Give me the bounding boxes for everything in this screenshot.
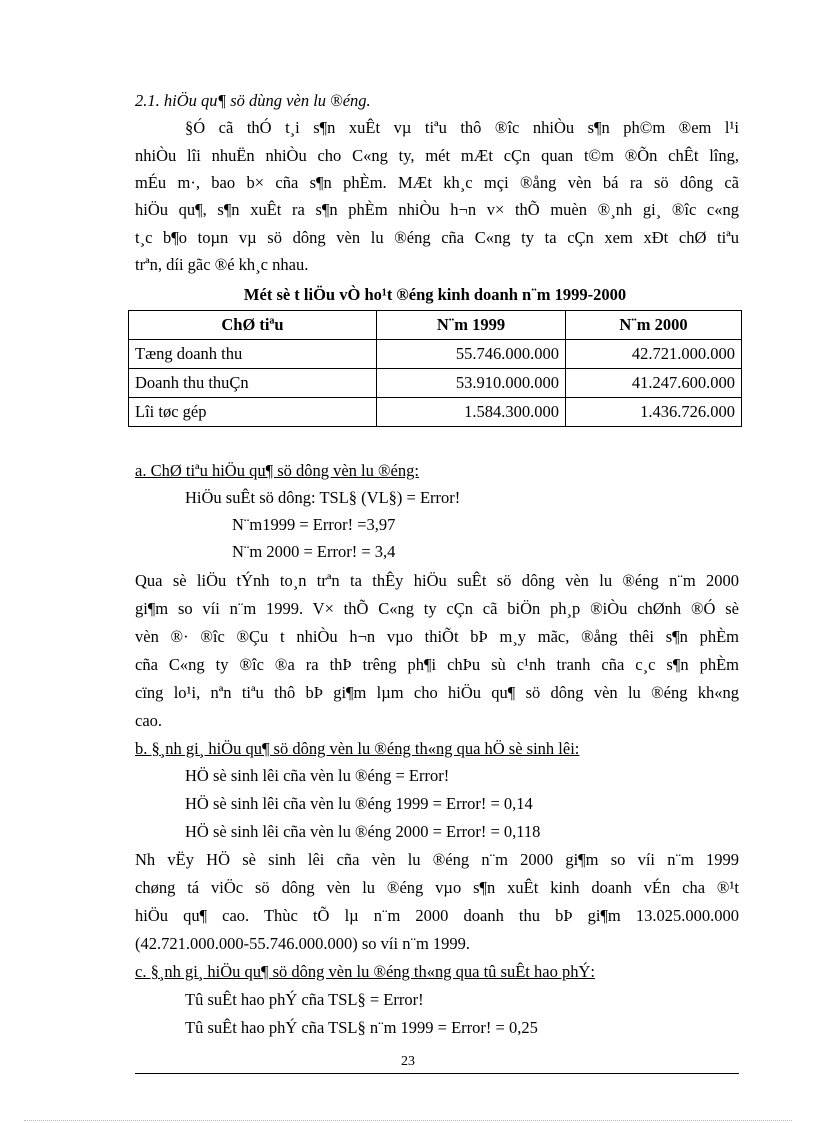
section-a-analysis-line: vèn ®· ®îc ®Çu t nhiÒu h¬n vµo thiÕt bÞ m¸y mãc, ®ång thêi s¶n phÈm	[135, 627, 739, 646]
section-b-analysis-line: (42.721.000.000-55.746.000.000) so víi n¨m 1999.	[135, 934, 471, 953]
table-cell: 41.247.600.000	[566, 369, 742, 398]
section-a-year-1999: N¨m1999 = Error! =3,97	[232, 515, 396, 534]
section-b-analysis-line: hiÖu qu¶ cao. Thùc tÕ lµ n¨m 2000 doanh thu bÞ gi¶m 13.025.000.000	[135, 906, 739, 925]
section-b-year-2000: HÖ sè sinh lêi cña vèn lu ®éng 2000 = Error! = 0,118	[185, 822, 541, 841]
table-cell: 53.910.000.000	[377, 369, 566, 398]
table-cell: Lîi tøc gép	[129, 398, 377, 427]
section-b-formula: HÖ sè sinh lêi cña vèn lu ®éng = Error!	[185, 766, 450, 785]
section-a-analysis-line: gi¶m so víi n¨m 1999. V× thÕ C«ng ty cÇn cã biÖn ph¸p ®iÒu chØnh ®Ó sè	[135, 599, 739, 618]
section-b-year-1999: HÖ sè sinh lêi cña vèn lu ®éng 1999 = Error! = 0,14	[185, 794, 533, 813]
table-cell: 55.746.000.000	[377, 340, 566, 369]
table-row	[129, 369, 742, 398]
section-c-year-1999: Tû suÊt hao phÝ cña TSL§ n¨m 1999 = Error! = 0,25	[185, 1018, 538, 1037]
table-header-cell: ChØ tiªu	[129, 311, 377, 340]
section-a-analysis-line: cña C«ng ty ®îc ®a ra thÞ trêng ph¶i chÞu sù c¹nh tranh cña c¸c s¶n phÈm	[135, 655, 739, 674]
intro-line: hiÖu qu¶, s¶n xuÊt ra s¶n phÈm nhiÒu h¬n v× thÕ muèn ®¸nh gi¸ ®îc c«ng	[135, 200, 739, 219]
footer-divider	[135, 1073, 739, 1074]
data-table	[128, 310, 742, 427]
section-heading: 2.1. hiÖu qu¶ sö dùng vèn lu ®éng.	[135, 91, 371, 110]
section-a-heading: a. ChØ tiªu hiÖu qu¶ sö dông vèn lu ®éng:	[135, 461, 419, 480]
table-cell: Tæng doanh thu	[129, 340, 377, 369]
table-title: Mét sè t liÖu vÒ ho¹t ®éng kinh doanh n¨m 1999-2000	[243, 285, 627, 304]
table-header-cell: N¨m 1999	[377, 311, 566, 340]
page-number: 23	[401, 1054, 415, 1069]
section-b-heading: b. §¸nh gi¸ hiÖu qu¶ sö dông vèn lu ®éng th«ng qua hÖ sè sinh lêi:	[135, 739, 580, 758]
table-cell: 42.721.000.000	[566, 340, 742, 369]
section-a-formula: HiÖu suÊt sö dông: TSL§ (VL§) = Error!	[185, 488, 461, 507]
intro-line: trªn, díi gãc ®é kh¸c nhau.	[135, 255, 309, 274]
intro-line: mÉu m·, bao b× cña s¶n phÈm. MÆt kh¸c mçi ®ång vèn bá ra sö dông cã	[135, 173, 739, 192]
section-b-analysis-line: Nh vËy HÖ sè sinh lêi cña vèn lu ®éng n¨m 2000 gi¶m so víi n¨m 1999	[135, 850, 739, 869]
intro-line: nhiÒu lîi nhuËn nhiÒu cho C«ng ty, mét mÆt cÇn quan t©m ®Õn chÊt lîng,	[135, 146, 739, 165]
table-cell: Doanh thu thuÇn	[129, 369, 377, 398]
table-cell: 1.436.726.000	[566, 398, 742, 427]
intro-line: §Ó cã thÓ t¸i s¶n xuÊt vµ tiªu thô ®îc nhiÒu s¶n ph©m ®em l¹i	[185, 118, 739, 137]
section-a-analysis-line: Qua sè liÖu tÝnh to¸n trªn ta thÊy hiÖu suÊt sö dông vèn lu ®éng n¨m 2000	[135, 571, 739, 590]
section-a-analysis-line: cao.	[135, 711, 163, 730]
intro-line: t¸c b¶o toµn vµ sö dông vèn lu ®éng cña C«ng ty ta cÇn xem xÐt chØ tiªu	[135, 228, 739, 247]
table-row	[129, 340, 742, 369]
table-header-cell: N¨m 2000	[566, 311, 742, 340]
table-row	[129, 398, 742, 427]
page-break-divider	[24, 1120, 792, 1121]
section-a-year-2000: N¨m 2000 = Error! = 3,4	[232, 542, 396, 561]
section-c-heading: c. §¸nh gi¸ hiÖu qu¶ sö dông vèn lu ®éng th«ng qua tû suÊt hao phÝ:	[135, 962, 595, 981]
table-cell: 1.584.300.000	[377, 398, 566, 427]
section-a-analysis-line: cïng lo¹i, nªn tiªu thô bÞ gi¶m lµm cho hiÖu qu¶ sö dông vèn lu ®éng kh«ng	[135, 683, 739, 702]
section-b-analysis-line: chøng tá viÖc sö dông vèn lu ®éng vµo s¶n xuÊt kinh doanh vÉn cha ®¹t	[135, 878, 739, 897]
section-c-formula: Tû suÊt hao phÝ cña TSL§ = Error!	[185, 990, 424, 1009]
table-header-row	[129, 311, 742, 340]
